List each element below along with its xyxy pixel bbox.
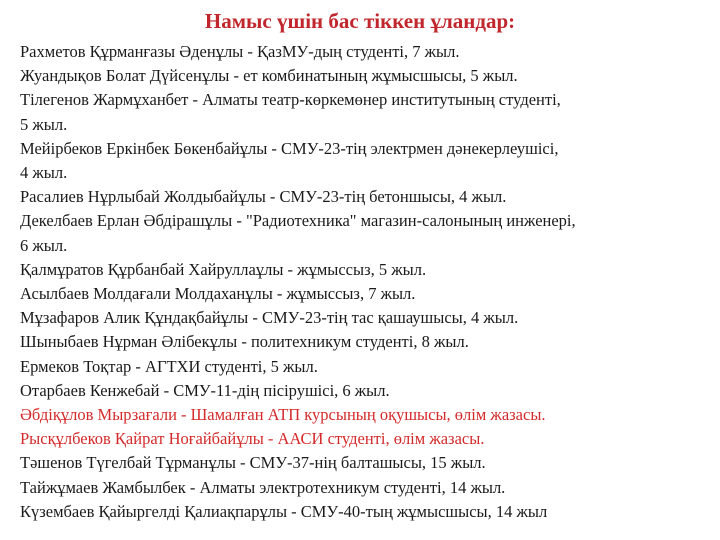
slide-title: Намыс үшін бас тіккен ұландар:	[204, 9, 516, 33]
list-line: 6 жыл.	[20, 235, 68, 255]
list-line: Тілегенов Жармұханбет - Алматы театр-көркемөнер институтының студенті,	[20, 90, 561, 110]
list-line: Шыныбаев Нұрман Әлібекұлы - политехникум студенті, 8 жыл.	[20, 332, 469, 352]
list-line-highlighted: Әбдіқұлов Мырзағали - Шамалған АТП курсының оқушысы, өлім жазасы.	[20, 405, 546, 425]
list-line: Мұзафаров Алик Құндақбайұлы - СМУ-23-тің тас қашаушысы, 4 жыл.	[20, 308, 519, 328]
list-line: 4 жыл.	[20, 163, 68, 183]
list-line: Қалмұратов Құрбанбай Хайруллаұлы - жұмыссыз, 5 жыл.	[20, 259, 427, 279]
list-line: Күзембаев Қайыргелді Қалиақпарұлы - СМУ-40-тың жұмысшысы, 14 жыл	[20, 501, 548, 521]
list-line: 5 жыл.	[20, 114, 68, 134]
list-line: Жуандықов Болат Дүйсенұлы - ет комбинатының жұмысшысы, 5 жыл.	[20, 66, 518, 86]
list-line: Отарбаев Кенжебай - СМУ-11-дің пісірушісі, 6 жыл.	[20, 380, 390, 400]
list-line: Ермеков Тоқтар - АГТХИ студенті, 5 жыл.	[20, 356, 318, 376]
list-line: Декелбаев Ерлан Әбдірашұлы - "Радиотехника" магазин-салонының инженері,	[20, 211, 576, 231]
list-line: Тәшенов Түгелбай Тұрманұлы - СМУ-37-нің балташысы, 15 жыл.	[20, 453, 486, 473]
list-line: Рахметов Құрманғазы Әденұлы - ҚазМУ-дың студенті, 7 жыл.	[20, 42, 460, 61]
list-line: Асылбаев Молдағали Молдаханұлы - жұмыссыз, 7 жыл.	[20, 284, 416, 304]
list-line-highlighted: Рысқұлбеков Қайрат Ноғайбайұлы - ААСИ студенті, өлім жазасы.	[20, 429, 485, 449]
list-line: Тайжұмаев Жамбылбек - Алматы электротехникум студенті, 14 жыл.	[20, 477, 506, 497]
list-line: Мейірбеков Еркінбек Бөкенбайұлы - СМУ-23-тің электрмен дәнекерлеушісі,	[20, 138, 559, 158]
list-line: Расалиев Нұрлыбай Жолдыбайұлы - СМУ-23-тің бетоншысы, 4 жыл.	[20, 187, 507, 207]
names-list	[20, 40, 710, 524]
